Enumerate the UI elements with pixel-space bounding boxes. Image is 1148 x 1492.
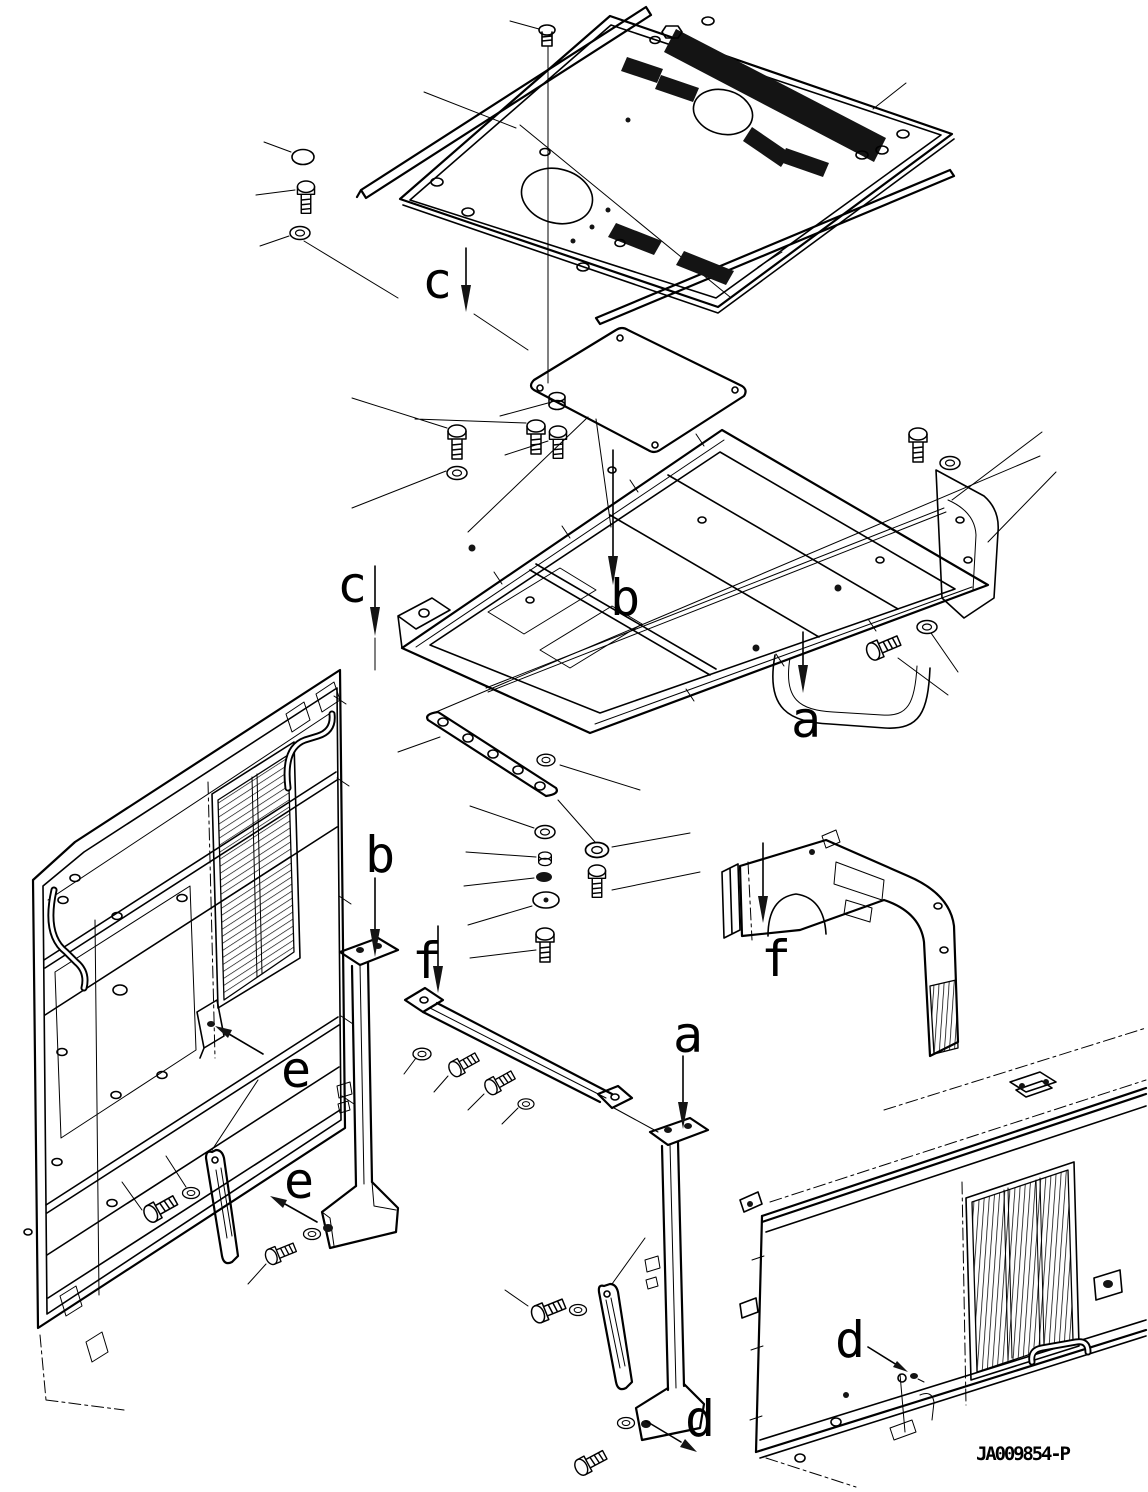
callout-arrows (215, 248, 924, 1452)
washer (304, 1228, 321, 1239)
callout-c-frame-left: c (336, 556, 368, 614)
seal-plate (474, 314, 746, 452)
bolt (864, 632, 902, 662)
bolt (263, 1240, 297, 1266)
vent-grille (780, 148, 829, 177)
rear-frame-bracket (722, 830, 958, 1056)
bolt (549, 426, 566, 458)
bracket-grille (930, 980, 958, 1054)
bolt (527, 420, 545, 454)
hood-top-panel (304, 7, 954, 383)
left-support-column (322, 938, 398, 1248)
vent-grille (608, 223, 662, 255)
callout-e-door-latch: e (280, 1041, 312, 1099)
arrow-c-top (461, 248, 471, 312)
bolt (446, 1050, 481, 1079)
washer (618, 1417, 635, 1428)
arrow-d-panel (868, 1347, 924, 1382)
arrow-c-frame-left (370, 566, 380, 670)
vent-grille (621, 57, 663, 83)
hood-frame (398, 430, 1040, 733)
plug-cap (292, 150, 314, 165)
washer (570, 1304, 587, 1315)
right-door-panel (740, 1028, 1146, 1487)
callout-d-panel-corner: d (684, 1390, 716, 1448)
part-number: JA009854-P (976, 1443, 1072, 1465)
door-grille (218, 755, 294, 1000)
bolt (588, 865, 605, 897)
washer (183, 1187, 200, 1198)
bracket-strip (398, 712, 595, 842)
callout-f-cross-brace: f (411, 932, 443, 990)
bolt (572, 1447, 609, 1477)
bolt (141, 1192, 179, 1224)
callout-d-right-panel: d (834, 1311, 866, 1369)
callout-b-left-column: b (364, 826, 396, 884)
hood-top-fasteners (256, 25, 555, 246)
callout-b-frame: b (609, 569, 641, 627)
callout-f-rear-bracket: f (760, 930, 792, 988)
vent-grille (655, 75, 699, 102)
bolt (536, 928, 554, 962)
bolt (297, 181, 314, 213)
vent-grille-band (664, 29, 886, 162)
right-support-column (505, 1118, 708, 1477)
callout-c-hood-top: c (421, 252, 453, 310)
trim-strip-left (357, 7, 651, 198)
cross-brace (404, 988, 658, 1132)
center-hardware-stack (464, 754, 700, 962)
arrow-a-column (678, 1056, 688, 1129)
left-door-panel (24, 670, 354, 1410)
washer (447, 467, 467, 480)
washer (917, 621, 937, 634)
washer (290, 227, 310, 240)
callout-e-column-foot: e (283, 1152, 315, 1210)
callout-a-frame: a (790, 691, 822, 749)
bolt (529, 1295, 567, 1324)
arrow-f-bracket (758, 843, 768, 923)
bolt (448, 425, 466, 459)
bolt (909, 428, 927, 462)
arrow-e-door (215, 1026, 263, 1054)
round-hole (515, 161, 599, 232)
hinge-rod (486, 508, 946, 692)
washer (518, 1099, 534, 1109)
callout-a-right-column: a (672, 1006, 704, 1064)
nut (549, 393, 565, 410)
center-fasteners (352, 393, 1056, 696)
washer (940, 457, 960, 470)
bolt (482, 1068, 517, 1097)
